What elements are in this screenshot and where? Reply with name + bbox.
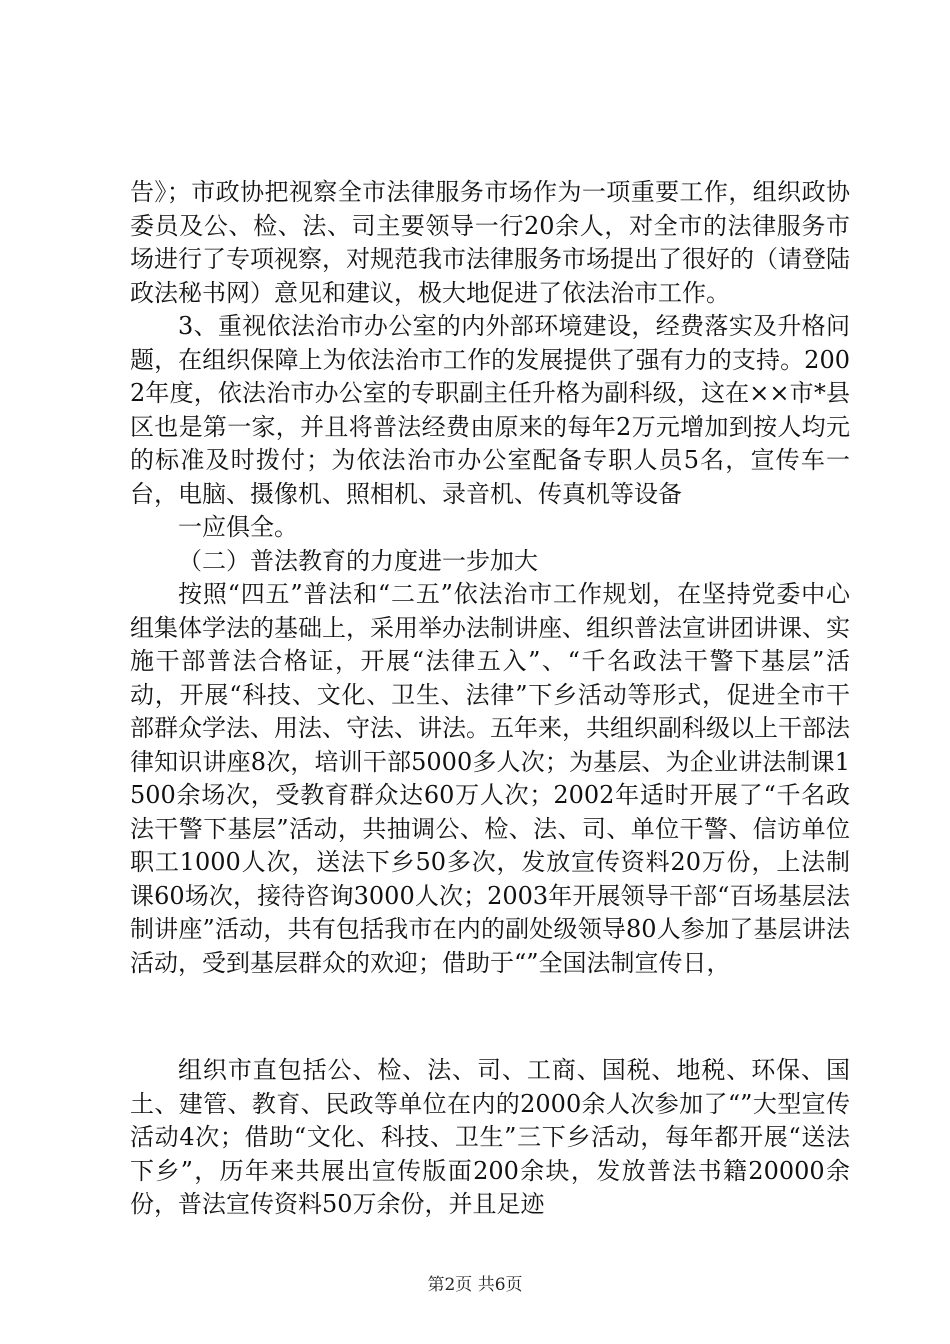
paragraph: 组织市直包括公、检、法、司、工商、国税、地税、环保、国土、建管、教育、民政等单位在内的2000余人次参加了“”大型宣传活动4次；借助“文化、科技、卫生”三下乡活动，每年都开展“送法下乡”，历年来共展出宣传版面200余块，发放普法书籍20000余份，普法宣传资料50万余份，并且足迹 xyxy=(130,1056,850,1218)
text-block-lower xyxy=(130,1054,850,1222)
page-footer: 第2页 共6页 xyxy=(427,1275,523,1295)
paragraph: 3、重视依法治市办公室的内外部环境建设，经费落实及升格问题，在组织保障上为依法治市工作的发展提供了强有力的支持。2002年度，依法治市办公室的专职副主任升格为副科级，这在××市*县区也是第一家，并且将普法经费由原来的每年2万元增加到按人均元的标准及时拨付；为依法治市办公室配备专职人员5名，宣传车一台，电脑、摄像机、照相机、录音机、传真机等设备 xyxy=(130,312,850,508)
paragraph: 告》；市政协把视察全市法律服务市场作为一项重要工作，组织政协委员及公、检、法、司主要领导一行20余人，对全市的法律服务市场进行了专项视察，对规范我市法律服务市场提出了很好的（请登陆政法秘书网）意见和建议，极大地促进了依法治市工作。 xyxy=(130,178,850,307)
text-block-upper xyxy=(130,176,850,980)
section-heading: （二）普法教育的力度进一步加大 xyxy=(178,546,538,575)
paragraph: 按照“四五”普法和“二五”依法治市工作规划，在坚持党委中心组集体学法的基础上，采用举办法制讲座、组织普法宣讲团讲课、实施干部普法合格证，开展“法律五入”、“千名政法干警下基层”活动，开展“科技、文化、卫生、法律”下乡活动等形式，促进全市干部群众学法、用法、守法、讲法。五年来，共组织副科级以上干部法律知识讲座8次，培训干部5000多人次；为基层、为企业讲法制课1500余场次，受教育群众达60万人次；2002年适时开展了“千名政法干警下基层”活动，共抽调公、检、法、司、单位干警、信访单位职工1000人次，送法下乡50多次，发放宣传资料20万份，上法制课60场次，接待咨询3000人次；2003年开展领导干部“百场基层法制讲座”活动，共有包括我市在内的副处级领导80人参加了基层讲法活动，受到基层群众的欢迎；借助于“”全国法制宣传日， xyxy=(130,580,850,977)
paragraph: 一应俱全。 xyxy=(178,513,298,541)
